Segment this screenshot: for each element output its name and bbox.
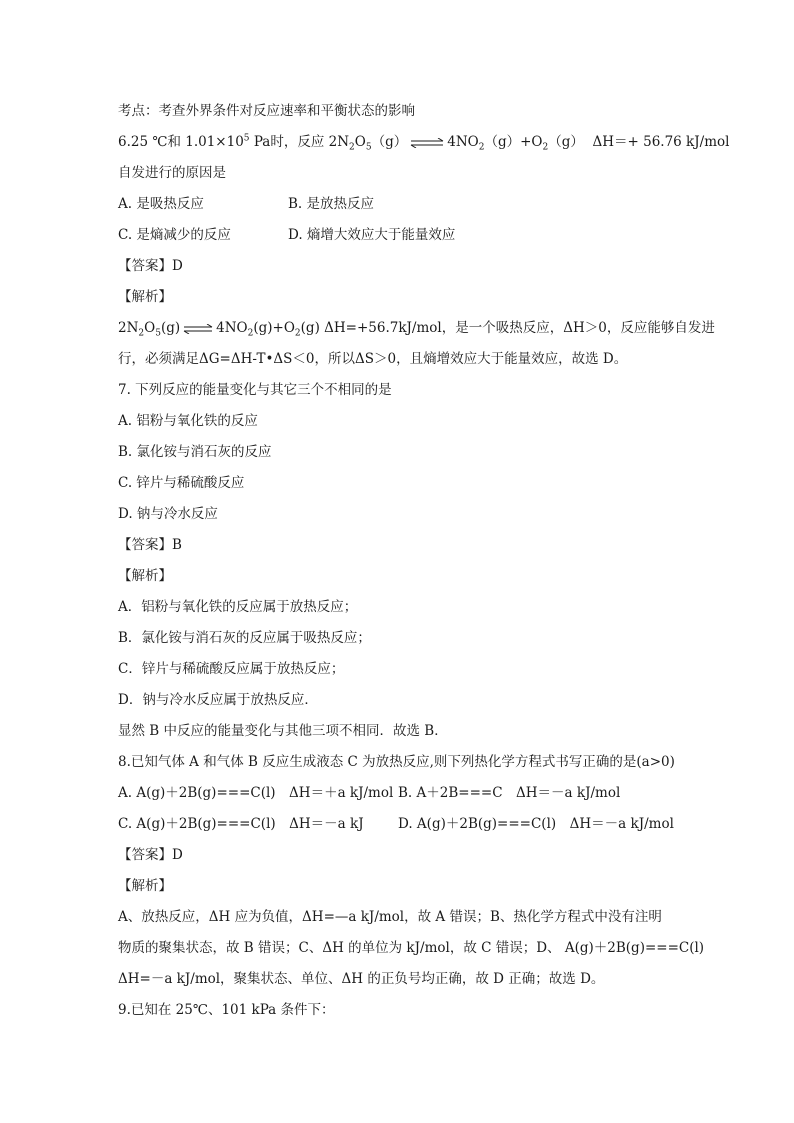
q8-options-row1	[118, 778, 678, 809]
q8-answer: 【答案】D	[118, 847, 183, 863]
q6-option-a: A. 是吸热反应	[118, 196, 204, 212]
q7-analysis-label: 【解析】	[118, 568, 172, 584]
equilibrium-arrow-icon	[182, 324, 214, 334]
q6-options-row2	[118, 220, 678, 251]
q8-option-a: A. A(g)＋2B(g)===C(l) ΔH＝＋a kJ/mol	[118, 785, 394, 801]
q9-stem: 9.已知在 25℃、101 kPa 条件下：	[118, 1002, 335, 1018]
q6-option-b: B. 是放热反应	[288, 196, 375, 212]
q6-options-row1	[118, 189, 678, 220]
q8-stem: 8.已知气体 A 和气体 B 反应生成液态 C 为放热反应,则下列热化学方程式书写正确的是(a>0)	[118, 754, 675, 770]
q8-option-c: C. A(g)＋2B(g)===C(l) ΔH＝－a kJ	[118, 816, 364, 832]
q8-options-row2	[118, 809, 678, 840]
q7-analysis-d: D．钠与冷水反应属于放热反应．	[118, 692, 318, 708]
q7-analysis-b: B．氯化铵与消石灰的反应属于吸热反应；	[118, 630, 371, 646]
q6-analysis-label: 【解析】	[118, 289, 172, 305]
q6-stem-line2: 自发进行的原因是	[118, 165, 226, 181]
document-page	[118, 96, 730, 1026]
q6-option-d: D. 熵增大效应大于能量效应	[288, 227, 456, 243]
q8-analysis-line1: A、放热反应，ΔH 应为负值，ΔH=—a kJ/mol，故 A 错误；B、热化学方程式中没有注明	[118, 909, 662, 925]
q7-analysis-a: A．铝粉与氧化铁的反应属于放热反应；	[118, 599, 358, 615]
q8-option-d: D. A(g)＋2B(g)===C(l) ΔH＝－a kJ/mol	[398, 816, 674, 832]
q6-analysis-line1: $2N_2O_5(g)$ $4NO_2(g)+O_2(g)$ ΔH=+56.7kJ/mol，是一个吸热反应，ΔH＞0，反应能够自发进	[118, 320, 715, 339]
q7-option-d: D. 钠与冷水反应	[118, 506, 218, 522]
q7-option-b: B. 氯化铵与消石灰的反应	[118, 444, 272, 460]
q8-analysis-line2: 物质的聚集状态，故 B 错误；C、ΔH 的单位为 kJ/mol，故 C 错误；D、 A(g)＋2B(g)===C(l)	[118, 940, 705, 956]
equilibrium-arrow-icon	[409, 138, 445, 148]
q6-stem: 6.25 ℃和 $1.01\times 10^5$ Pa时，反应 $2N_2O_5(g)$ $4NO_2(g)+O_2(g)$ ΔH＝+ 56.76 kJ/mol	[118, 133, 730, 153]
q6-analysis-line2: 行，必须满足ΔG=ΔH-T•ΔS＜0，所以ΔS＞0，且熵增效应大于能量效应，故选 D。	[118, 351, 628, 367]
q7-analysis-conclusion: 显然 B 中反应的能量变化与其他三项不相同．故选 B．	[118, 723, 448, 739]
q7-option-c: C. 锌片与稀硫酸反应	[118, 475, 245, 491]
exam-point: 考点：考查外界条件对反应速率和平衡状态的影响	[118, 103, 415, 119]
q6-option-c: C. 是熵减少的反应	[118, 227, 231, 243]
q6-answer: 【答案】D	[118, 258, 183, 274]
q7-analysis-c: C．锌片与稀硫酸反应属于放热反应；	[118, 661, 345, 677]
q8-option-b: B. A＋2B===C ΔH＝－a kJ/mol	[398, 785, 621, 801]
q7-stem: 7. 下列反应的能量变化与其它三个不相同的是	[118, 382, 392, 398]
q7-option-a: A. 铝粉与氧化铁的反应	[118, 413, 258, 429]
q8-analysis-label: 【解析】	[118, 878, 172, 894]
q7-answer: 【答案】B	[118, 537, 182, 553]
q8-analysis-line3: ΔH=－a kJ/mol，聚集状态、单位、ΔH 的正负号均正确，故 D 正确；故选 D。	[118, 971, 605, 987]
